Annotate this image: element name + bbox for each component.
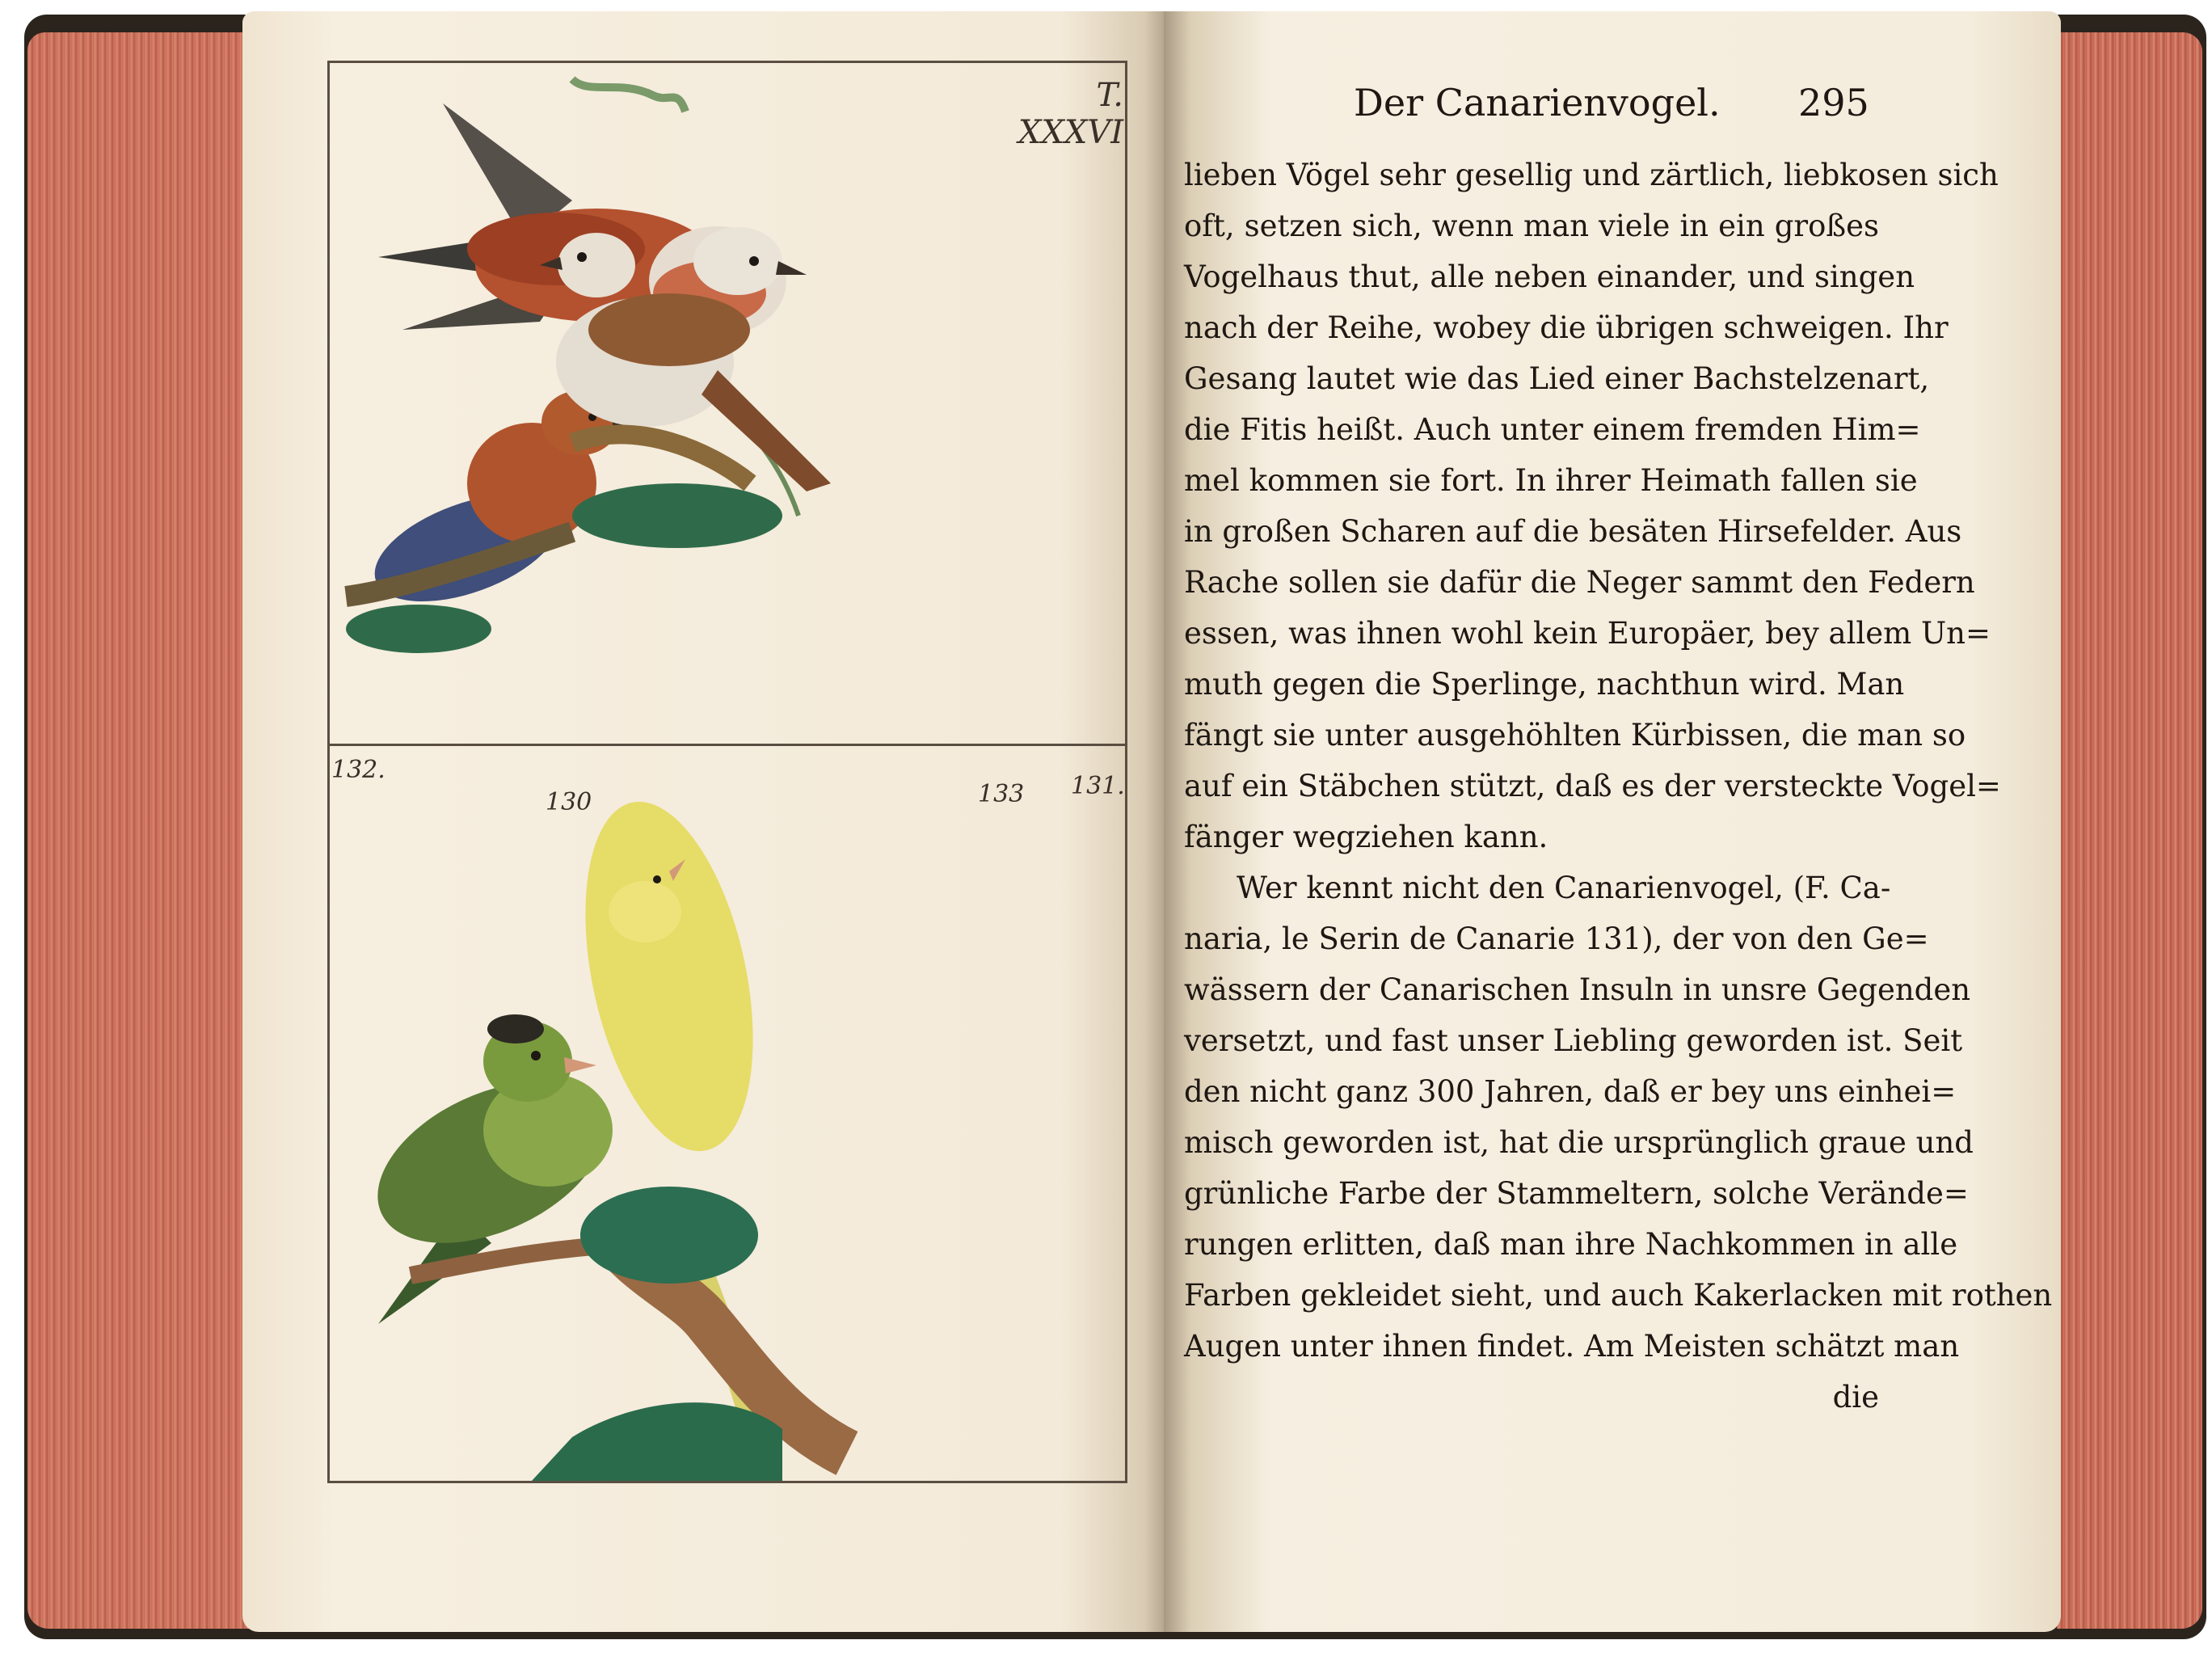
text-line: versetzt, und fast unser Liebling geworden ist. Seit [1184,1023,1963,1058]
text-line: Wer kennt nicht den Canarienvogel, (F. Ca- [1237,871,1891,905]
linnet-bird-figure [378,79,807,336]
text-line: Vogelhaus thut, alle neben einander, und singen [1184,259,1915,294]
text-line: essen, was ihnen wohl kein Europäer, bey allem Un= [1184,616,1991,651]
text-line: wässern der Canarischen Insuln in unsre Gegenden [1184,972,1971,1007]
text-line: Augen unter ihnen findet. Am Meisten schätzt man [1184,1329,1960,1364]
text-line: fängt sie unter ausgehöhlten Kürbissen, die man so [1184,718,1966,753]
figure-number: 133 [978,780,1025,808]
figure-number: 132. [331,756,386,784]
text-line: rungen erlitten, daß man ihre Nachkommen in alle [1184,1227,1958,1262]
text-line: den nicht ganz 300 Jahren, daß er bey uns einhei= [1184,1074,1957,1109]
text-line: Farben gekleidet sieht, und auch Kakerlacken mit rothen [1184,1278,2053,1313]
text-line: naria, le Serin de Canarie 131), der von den Ge= [1184,921,1929,956]
text-line: in großen Scharen auf die besäten Hirsefelder. Aus [1184,514,1962,549]
text-line: nach der Reihe, wobey die übrigen schweigen. Ihr [1184,310,1949,345]
text-line: oft, setzen sich, wenn man viele in ein großes [1184,209,1879,243]
text-line: lieben Vögel sehr gesellig und zärtlich, liebkosen sich [1184,158,1999,192]
text-line: Gesang lautet wie das Lied einer Bachstelzenart, [1184,361,1930,396]
plate-label: T. XXXVI [1018,77,1123,151]
figure-number: 131. [1071,772,1125,800]
left-page-edges [27,32,270,1629]
text-line: misch geworden ist, hat die ursprünglich graue und [1184,1125,1974,1160]
text-line: mel kommen sie fort. In ihrer Heimath fallen sie [1184,463,1918,498]
bird-illustration [330,63,1125,1481]
text-line: auf ein Stäbchen stützt, daß es der versteckte Vogel= [1184,769,2001,803]
text-line: die Fitis heißt. Auch unter einem fremden Him= [1184,412,1921,447]
greenfinch-figure [352,1014,630,1324]
catchword: die [1832,1380,1879,1415]
text-line: grünliche Farbe der Stammeltern, solche Verände= [1184,1176,1969,1211]
text-line: fänger wegziehen kann. [1184,820,1548,854]
text-line: muth gegen die Sperlinge, nachthun wird. Man [1184,667,1905,702]
figure-number: 130 [546,788,592,816]
right-page-edges [2057,32,2202,1629]
running-title: Der Canarienvogel. [1354,81,1721,124]
text-line: Rache sollen sie dafür die Neger sammt den Federn [1184,565,1975,600]
page-number: 295 [1798,81,1869,124]
